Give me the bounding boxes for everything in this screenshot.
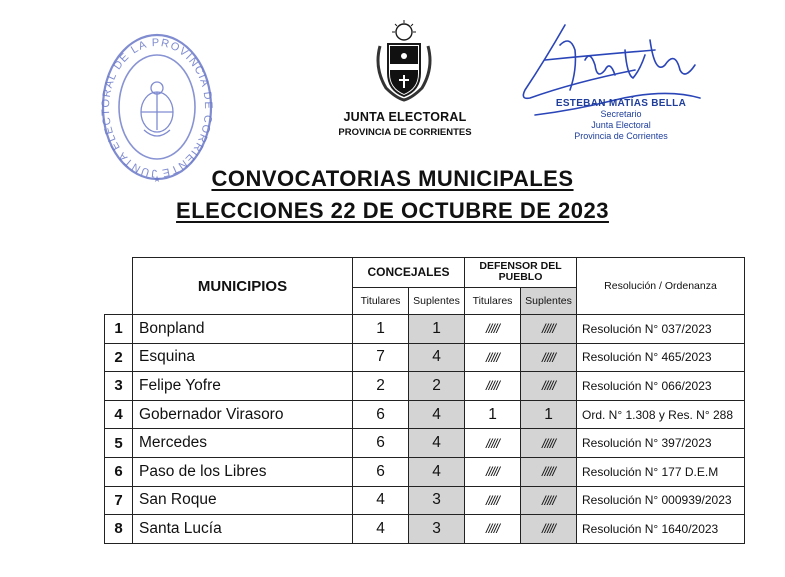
resolucion: Resolución N° 000939/2023	[577, 486, 745, 515]
defensor-suplentes: /////	[521, 372, 577, 401]
defensor-titulares: /////	[465, 429, 521, 458]
org-name: JUNTA ELECTORAL	[343, 110, 467, 124]
table-row	[105, 457, 745, 486]
concejales-titulares: 7	[353, 343, 409, 372]
header-concejales-suplentes: Suplentes	[409, 287, 465, 314]
resolucion: Resolución N° 066/2023	[577, 372, 745, 401]
concejales-titulares: 1	[353, 315, 409, 344]
municipio-name: Felipe Yofre	[133, 372, 353, 401]
defensor-suplentes: /////	[521, 315, 577, 344]
concejales-suplentes: 2	[409, 372, 465, 401]
row-number: 7	[105, 486, 133, 515]
table-row	[105, 486, 745, 515]
seal-lettering: JUNTA ELECTORAL DE LA PROVINCIA DE CORRIENTE	[100, 36, 215, 180]
defensor-titulares: /////	[465, 343, 521, 372]
concejales-titulares: 4	[353, 515, 409, 544]
row-number: 1	[105, 315, 133, 344]
signer-role: Secretario	[600, 109, 642, 119]
concejales-titulares: 6	[353, 429, 409, 458]
defensor-suplentes: /////	[521, 343, 577, 372]
header-concejales-titulares: Titulares	[353, 287, 409, 314]
concejales-titulares: 2	[353, 372, 409, 401]
header-defensor: DEFENSOR DEL PUEBLO	[465, 258, 577, 288]
row-number: 4	[105, 400, 133, 429]
municipio-name: San Roque	[133, 486, 353, 515]
defensor-titulares: /////	[465, 457, 521, 486]
municipio-name: Paso de los Libres	[133, 457, 353, 486]
row-number: 2	[105, 343, 133, 372]
concejales-suplentes: 4	[409, 343, 465, 372]
concejales-suplentes: 4	[409, 429, 465, 458]
concejales-suplentes: 1	[409, 315, 465, 344]
municipio-name: Esquina	[133, 343, 353, 372]
concejales-titulares: 4	[353, 486, 409, 515]
resolucion: Resolución N° 1640/2023	[577, 515, 745, 544]
table-row	[105, 400, 745, 429]
defensor-suplentes: /////	[521, 457, 577, 486]
row-number: 6	[105, 457, 133, 486]
defensor-titulares: /////	[465, 486, 521, 515]
signer-org: Junta Electoral	[591, 120, 651, 130]
concejales-suplentes: 3	[409, 515, 465, 544]
resolucion: Resolución N° 397/2023	[577, 429, 745, 458]
signature-block	[546, 98, 696, 142]
defensor-suplentes: /////	[521, 429, 577, 458]
convocatorias-table	[104, 257, 745, 544]
defensor-titulares: 1	[465, 400, 521, 429]
row-number: 3	[105, 372, 133, 401]
header-blank	[105, 258, 133, 315]
table-row	[105, 372, 745, 401]
header-resolucion: Resolución / Ordenanza	[577, 258, 745, 315]
header-municipios: MUNICIPIOS	[133, 258, 353, 315]
row-number: 5	[105, 429, 133, 458]
concejales-titulares: 6	[353, 400, 409, 429]
municipio-name: Mercedes	[133, 429, 353, 458]
table-row	[105, 343, 745, 372]
header-concejales: CONCEJALES	[353, 258, 465, 288]
concejales-suplentes: 3	[409, 486, 465, 515]
defensor-titulares: /////	[465, 315, 521, 344]
defensor-suplentes: /////	[521, 515, 577, 544]
resolucion: Resolución N° 465/2023	[577, 343, 745, 372]
defensor-suplentes: 1	[521, 400, 577, 429]
defensor-titulares: /////	[465, 372, 521, 401]
resolucion: Resolución N° 037/2023	[577, 315, 745, 344]
electoral-seal-stamp	[100, 30, 215, 185]
defensor-suplentes: /////	[521, 486, 577, 515]
document-subtitle: ELECCIONES 22 DE OCTUBRE DE 2023	[176, 198, 609, 223]
signer-province: Provincia de Corrientes	[574, 131, 668, 141]
row-number: 8	[105, 515, 133, 544]
concejales-suplentes: 4	[409, 457, 465, 486]
table-row	[105, 515, 745, 544]
concejales-titulares: 6	[353, 457, 409, 486]
table-row	[105, 429, 745, 458]
resolucion: Resolución N° 177 D.E.M	[577, 457, 745, 486]
concejales-suplentes: 4	[409, 400, 465, 429]
signer-name: ESTEBAN MATÍAS BELLA	[555, 98, 687, 109]
municipio-name: Bonpland	[133, 315, 353, 344]
resolucion: Ord. N° 1.308 y Res. N° 288	[577, 400, 745, 429]
municipio-name: Gobernador Virasoro	[133, 400, 353, 429]
header-defensor-titulares: Titulares	[465, 287, 521, 314]
defensor-titulares: /////	[465, 515, 521, 544]
header-defensor-suplentes: Suplentes	[521, 287, 577, 314]
table-row	[105, 315, 745, 344]
org-province: PROVINCIA DE CORRIENTES	[338, 127, 472, 138]
svg-text:★: ★	[152, 174, 162, 184]
document-title: CONVOCATORIAS MUNICIPALES	[211, 166, 574, 191]
coat-of-arms-emblem	[368, 18, 440, 104]
municipio-name: Santa Lucía	[133, 515, 353, 544]
